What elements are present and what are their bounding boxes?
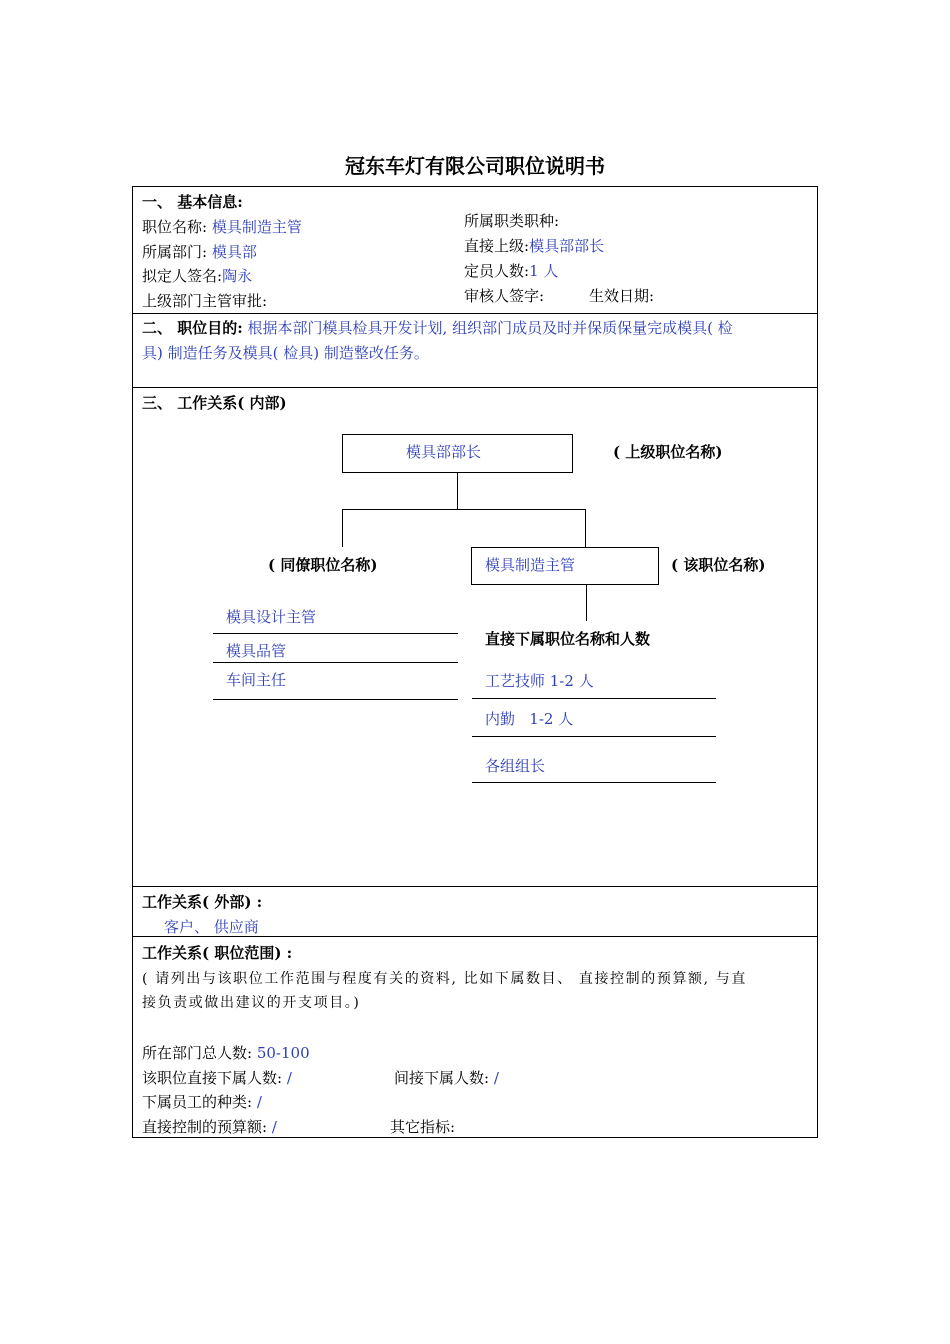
superior-box [342, 434, 573, 473]
headcount-value: 1 人 [529, 262, 559, 280]
sub-types-value: / [256, 1093, 262, 1111]
job-category-label: 所属职类职种: [464, 212, 560, 230]
subordinate-underline-3 [472, 782, 716, 783]
peer-item-1: 模具设计主管 [226, 608, 317, 626]
purpose-text-1: 根据本部门模具检具开发计划, 组织部门成员及时并保质保量完成模具( 检 [247, 319, 733, 337]
headcount-label: 定员人数: [464, 262, 530, 280]
connector-self-down [586, 585, 587, 621]
department-value: 模具部 [211, 243, 257, 261]
self-box [471, 547, 659, 585]
superior-title: 模具部部长 [406, 443, 482, 461]
reviewer-label: 审核人签字: [464, 287, 545, 305]
approval-label: 上级部门主管审批: [142, 292, 268, 310]
subordinate-item-1: 工艺技师 1-2 人 [485, 672, 594, 690]
basic-heading: 一、 基本信息: [142, 193, 243, 211]
position-name-row [142, 216, 302, 237]
subordinate-item-3: 各组组长 [485, 757, 546, 775]
self-title: 模具制造主管 [485, 556, 576, 574]
page-title: 冠东车灯有限公司职位说明书 [345, 154, 605, 178]
other-label: 其它指标: [390, 1118, 456, 1136]
sub-types-label: 下属员工的种类: [142, 1093, 253, 1111]
connector-self-branch [585, 509, 586, 548]
subordinate-underline-2 [472, 736, 716, 737]
supervisor-label: 直接上级: [464, 237, 530, 255]
peer-note: ( 同僚职位名称) [268, 556, 378, 574]
peer-item-3: 车间主任 [226, 671, 287, 689]
position-name-label: 职位名称: [142, 218, 208, 236]
peer-item-2: 模具品管 [226, 642, 287, 660]
scope-note-2: 接负责或做出建议的开支项目。) [142, 995, 361, 1011]
direct-sub-row [142, 1067, 292, 1088]
department-label: 所属部门: [142, 243, 208, 261]
divider-internal-external [132, 886, 818, 887]
divider-purpose-internal [132, 387, 818, 388]
dept-total-label: 所在部门总人数: [142, 1044, 253, 1062]
sub-types-row [142, 1091, 262, 1112]
direct-sub-value: / [286, 1069, 292, 1087]
supervisor-value: 模具部部长 [529, 237, 605, 255]
subordinate-underline-1 [472, 698, 716, 699]
self-note: ( 该职位名称) [671, 556, 766, 574]
department-row [142, 241, 257, 262]
superior-note: ( 上级职位名称) [613, 443, 723, 461]
internal-heading: 三、 工作关系( 内部) [142, 394, 287, 412]
purpose-line-1 [142, 317, 733, 338]
drafter-row [142, 265, 252, 286]
drafter-value: 陶永 [222, 267, 253, 285]
peer-underline-2 [213, 662, 458, 663]
external-value: 客户、 供应商 [164, 918, 259, 936]
connector-peer-branch [342, 509, 343, 547]
scope-note-1: ( 请列出与该职位工作范围与程度有关的资料, 比如下属数目、 直接控制的预算额, 与直 [142, 971, 747, 987]
dept-total-value: 50-100 [256, 1044, 310, 1062]
budget-value: / [271, 1118, 277, 1136]
supervisor-row [464, 235, 604, 256]
scope-heading: 工作关系( 职位范围) : [142, 944, 293, 962]
connector-horizontal [342, 509, 586, 510]
indirect-sub-value: / [493, 1069, 499, 1087]
indirect-sub-row [394, 1067, 499, 1088]
dept-total-row [142, 1042, 310, 1063]
indirect-sub-label: 间接下属人数: [394, 1069, 490, 1087]
direct-sub-label: 该职位直接下属人数: [142, 1069, 283, 1087]
divider-basic-purpose [132, 313, 818, 314]
subordinate-item-2: 内勤 1-2 人 [485, 710, 574, 728]
position-name-value: 模具制造主管 [211, 218, 302, 236]
purpose-text-2: 具) 制造任务及模具( 检具) 制造整改任务。 [142, 344, 429, 362]
external-heading: 工作关系( 外部) : [142, 893, 263, 911]
drafter-label: 拟定人签名: [142, 267, 223, 285]
connector-superior-down [457, 473, 458, 509]
headcount-row [464, 260, 558, 281]
effective-date-label: 生效日期: [589, 287, 655, 305]
peer-underline-1 [213, 633, 458, 634]
purpose-heading: 二、 职位目的: [142, 319, 243, 337]
peer-underline-3 [213, 699, 458, 700]
budget-label: 直接控制的预算额: [142, 1118, 268, 1136]
budget-row [142, 1116, 277, 1137]
subordinates-heading: 直接下属职位名称和人数 [485, 630, 651, 648]
